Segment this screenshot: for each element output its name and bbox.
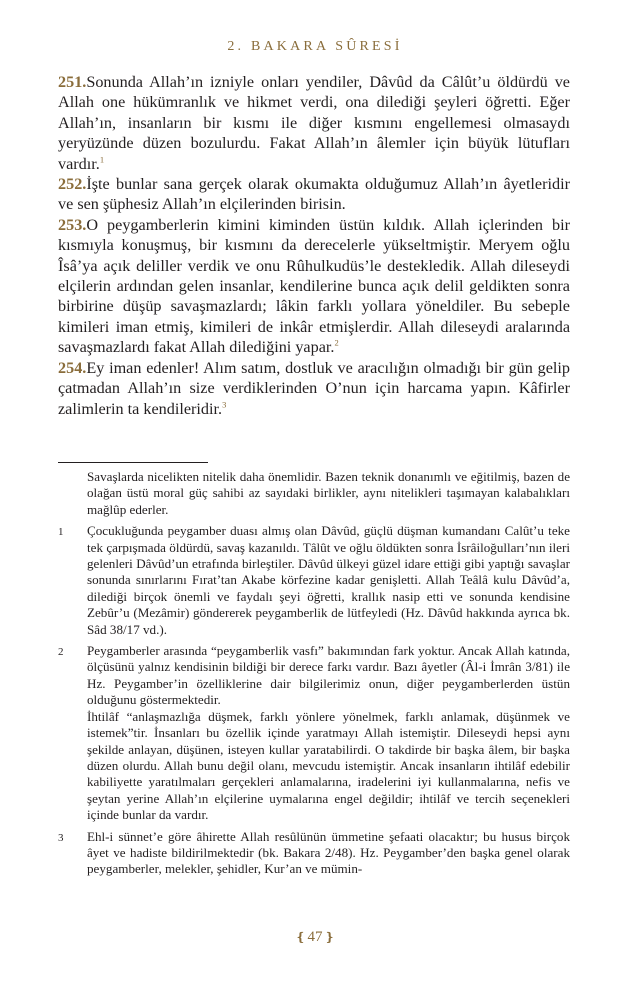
running-header: 2. BAKARA SÛRESİ	[227, 39, 403, 54]
footnote-3	[58, 829, 570, 878]
verse-number: 251.	[58, 73, 87, 91]
footnote-1	[58, 523, 570, 638]
footnote-number	[58, 469, 87, 518]
page-number-value: 47	[307, 929, 323, 945]
verse-number: 252.	[58, 175, 87, 194]
verse-number: 254.	[58, 358, 87, 377]
verse-254	[58, 358, 570, 419]
footnote-body	[87, 469, 570, 518]
footnote-paragraph: Peygamberler arasında “peygamberlik vasfı” bakımından fark yoktur. Ancak Allah katında, ölçüsünü yalnız kendisinin bildiği bir derece farkı vardır. Bazı âyetler (Âl-i İmrân 3/81) ile Hz. Peygamber’in özelliklerine dair bilgilerimiz onun, diğer peygamberlerden üstün olduğunu göstermektedir.	[87, 643, 570, 708]
footnote-paragraph: Savaşlarda nicelikten nitelik daha önemlidir. Bazen teknik donanımlı ve eğitilmiş, bazen de olağan üstü moral güç sahibi az sayıdaki birlikler, aynı nitelikleri taşımayan kalabalıkları mağlûp ederler.	[87, 469, 570, 517]
footnote-body	[87, 829, 570, 878]
verse-251	[58, 72, 570, 174]
footnote-number: 1	[58, 526, 64, 539]
footnote-paragraph: Çocukluğunda peygamber duası almış olan Dâvûd, güçlü düşman kumandanı Calût’u teke tek çarpışmada öldürdü, savaş kazanıldı. Tâlût ve oğlu öldükten sonra İsrâiloğulları’nın ileri gelenleri Dâvûd’un etrafında birleştiler. Dâvûd ülkeyi güzel idare ettiği gibi yaptığı savaşlar sonunda sınırlarını Fırat’tan Akabe körfezine kadar genişletti. Allah Teâlâ kulu Dâvûd’a, dilediği birçok önemli ve faydalı şeyi öğretti, krallık nasip etti ve sonunda kendisine Zebûr’u (Mezâmir) göndererek peygamberlik de lütfeyledi (Hz. Dâvûd hakkında ayrıca bk. Sâd 38/17 vd.).	[87, 523, 570, 637]
footnote-number: 2	[58, 646, 64, 659]
footnote-paragraph: İhtilâf “anlaşmazlığa düşmek, farklı yönlere yönelmek, farklı anlamak, düşünmek ve istemek”tir. İnsanları bu özellik içinde yaratmayı Allah istemiştir. Dileseydi hepsi aynı şekilde anlayan, düşünen, isteyen kullar yaratabilirdi. O takdirde bir başka âlem, bir başka düzen olurdu. Allah bunu değil olanı, mevcudu istemiştir. Ancak insanların ihtilâf edebilir kabiliyette yaratılmaları gerçekleri anlamalarına, iradelerini iyi kullanmalarına, nefis ve şeytan yerine Allah’ın elçilerine uymalarına engel değildir; ihtilâf ve tercih seçenekleri içinde bunlar da vardır.	[87, 708, 570, 823]
verse-253	[58, 215, 570, 358]
verse-text: Sonunda Allah’ın izniyle onları yendiler, Dâvûd da Câlût’u öldürdü ve Allah one hükümranlık ve hikmet verdi, ona dilediği şeyleri öğretti. Eğer Allah’ın, insanların bir kısmı ile diğer kısmını engellemesi olmasaydı yeryüzünde düzen bozulurdu. Fakat Allah’ın âlemler için büyük lütufları vardır.	[58, 73, 570, 173]
verse-block	[58, 72, 570, 419]
ornament-right-icon: ❵	[324, 930, 335, 944]
footnote-ref: 3	[222, 399, 227, 410]
footnote-ref: 1	[99, 154, 105, 165]
verse-252	[58, 174, 570, 215]
footnote-divider	[58, 462, 208, 463]
footnote-2	[58, 643, 570, 823]
verse-text: O peygamberlerin kimini kiminden üstün kıldık. Allah içlerinden bir kısmıyla konuşmuş, bir kısmını da derecelerle yükseltmiştir. Meryem oğlu Îsâ’ya açık deliller verdik ve onu Rûhulkudüs’le destekledik. Allah dileseydi elçilerin ardından gelen insanlar, kendilerine bunca açık delil geldikten sonra birbirine düşüp savaşmazlardı; lâkin farklı yollara yöneldiler. Bu sebeple kimileri iman etmiş, kimileri de inkâr etmişlerdir. Allah dileseydi aralarında savaşmazlardı fakat Allah dilediğini yapar.	[58, 215, 570, 357]
ornament-left-icon: ❴	[295, 930, 306, 944]
footnote-body	[87, 523, 570, 638]
verse-text: İşte bunlar sana gerçek olarak okumakta olduğumuz Allah’ın âyetleridir ve sen şüphesiz Allah’ın elçilerinden birisin.	[58, 175, 570, 214]
page-number	[0, 929, 630, 946]
footnote-continued	[58, 469, 570, 518]
footnote-paragraph: Ehl-i sünnet’e göre âhirette Allah resûlünün ümmetine şefaati olacaktır; bu husus birçok âyet ve hadiste bildirilmektedir (bk. Bakara 2/48). Hz. Peygamber’den başka genel olarak peygamberler, melekler, şehidler, Kur’an ve mümin-	[87, 828, 570, 877]
footnotes	[58, 469, 570, 883]
footnote-body	[87, 643, 570, 823]
footnote-ref: 2	[334, 337, 339, 348]
verse-number: 253.	[58, 215, 87, 234]
footnote-number: 3	[58, 831, 64, 844]
verse-text: Ey iman edenler! Alım satım, dostluk ve aracılığın olmadığı bir gün gelip çatmadan Allah’ın size verdiklerinden O’nun için harcama yapın. Kâfirler zalimlerin ta kendileridir.	[58, 358, 570, 418]
